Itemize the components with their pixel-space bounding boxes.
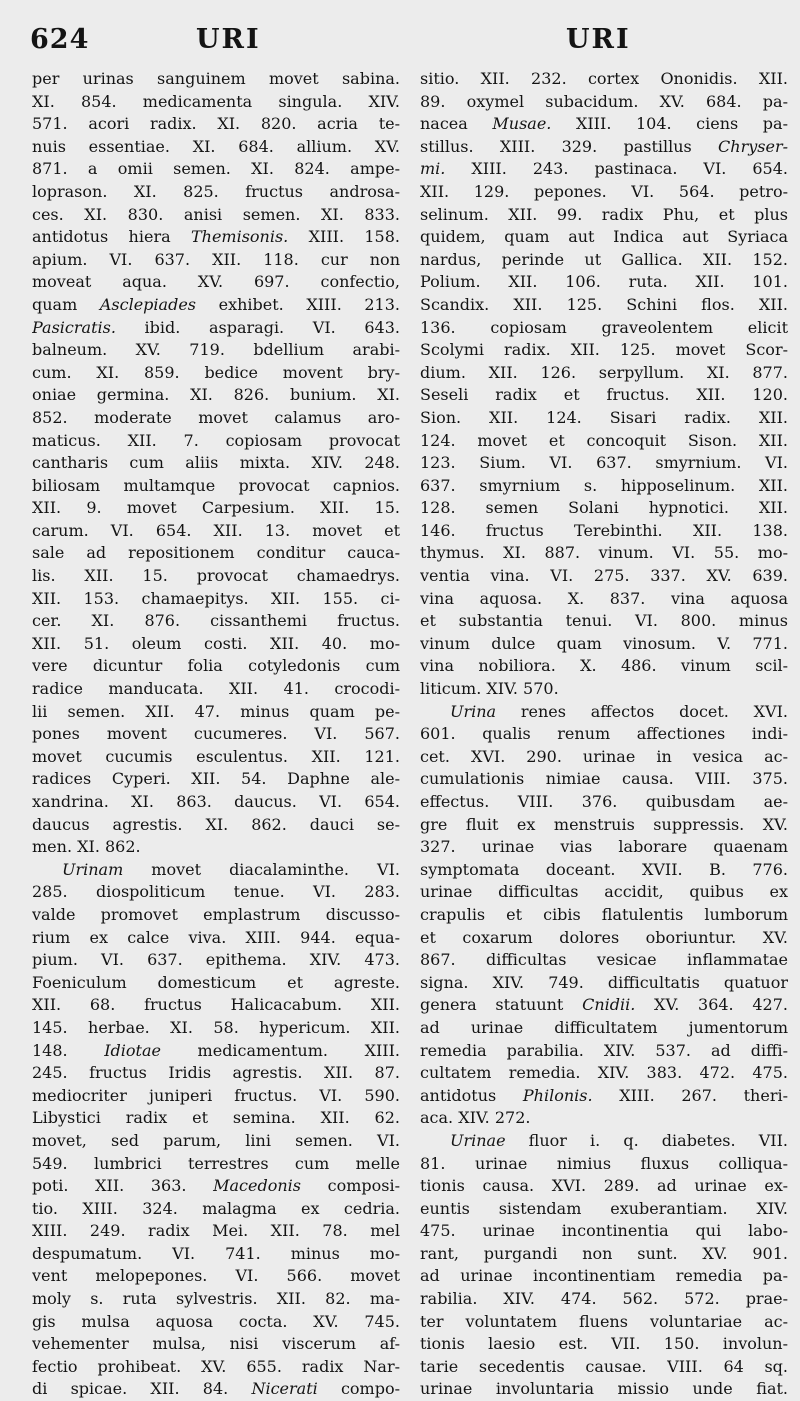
text-line [420,904,788,927]
line-text: Libystici radix et semina. XII. 62. [32,1108,400,1128]
line-text: XIII. 158. [288,227,400,247]
text-line [420,1356,788,1379]
line-text: 571. acori radix. XI. 820. acria te- [32,114,400,134]
text-line [32,1107,400,1130]
line-text: mediocriter juniperi fructus. VI. 590. [32,1085,400,1105]
line-text: 871. a omii semen. XI. 824. ampe- [32,159,400,179]
text-line [32,384,400,407]
line-text: pones movent cucumeres. VI. 567. [32,724,400,744]
italic-name: Pasicratis. [32,317,116,337]
line-text: effectus. VIII. 376. quibusdam ae- [420,792,788,811]
line-text: Scolymi radix. XII. 125. movet Scor- [420,340,788,360]
text-line [420,1153,788,1176]
line-text: ces. XI. 830. anisi semen. XI. 833. [32,204,400,224]
text-line [420,859,788,882]
line-text: 475. urinae incontinentia qui labo- [420,1221,788,1241]
line-text: movet, sed parum, lini semen. VI. [32,1130,400,1150]
line-text: euntis sistendam exuberantiam. XIV. [420,1198,788,1218]
line-text: compo- [317,1379,400,1399]
line-text: thymus. XI. 887. vinum. VI. 55. mo- [420,543,788,563]
line-text: XII. 51. oleum costi. XII. 40. mo- [32,633,400,653]
text-line [32,1017,400,1040]
line-text: vina aquosa. X. 837. vina aquosa [420,588,788,608]
text-line [32,1153,400,1176]
line-text: vina nobiliora. X. 486. vinum scil- [420,656,788,676]
text-line [420,814,788,837]
italic-name: Nicerati [251,1379,318,1399]
text-line [32,68,400,91]
line-text: cum. XI. 859. bedice movent bry- [32,362,400,382]
line-text: cantharis cum aliis mixta. XIV. 248. [32,453,400,473]
text-line [420,158,788,181]
text-line [32,1333,400,1356]
line-text: XIII. 104. ciens pa- [551,114,788,134]
line-text: vinum dulce quam vinosum. V. 771. [420,633,788,653]
text-line [420,1040,788,1063]
line-text: movet diacalaminthe. VI. [123,859,400,879]
text-line [420,1311,788,1334]
line-text: rium ex calce viva. XIII. 944. equa- [32,927,400,947]
line-text: XII. 9. movet Carpesium. XII. 15. [32,498,400,518]
text-line [420,542,788,565]
line-text: Seseli radix et fructus. XII. 120. [420,385,788,405]
text-line [32,452,400,475]
text-line [420,91,788,114]
line-text: Sion. XII. 124. Sisari radix. XII. [420,407,788,427]
line-text: nuis essentiae. XI. 684. allium. XV. [32,136,400,156]
line-text: medicamentum. XIII. [160,1040,400,1060]
italic-name: Urinae [450,1130,506,1150]
text-line [420,1198,788,1221]
line-text: 89. oxymel subacidum. XV. 684. pa- [420,91,788,111]
italic-name: Urinam [62,859,124,879]
right-column [420,68,788,1401]
line-text: 148. [32,1040,105,1060]
text-line [32,1130,400,1153]
text-line [420,588,788,611]
text-line [420,136,788,159]
text-line [420,1243,788,1266]
line-text: ibid. asparagi. VI. 643. [115,317,400,337]
line-text: 245. fructus Iridis agrestis. XII. 87. [32,1063,400,1083]
line-text: tio. XIII. 324. malagma ex cedria. [32,1198,400,1218]
line-text: 81. urinae nimius fluxus colliqua- [420,1153,788,1173]
text-line [32,859,400,882]
text-line [420,475,788,498]
text-line [420,1288,788,1311]
line-text: biliosam multamque provocat capnios. [32,475,400,495]
line-text: pium. VI. 637. epithema. XIV. 473. [32,950,400,970]
line-text: moly s. ruta sylvestris. XII. 82. ma- [32,1289,400,1309]
line-text: 136. copiosam graveolentem elicit [420,317,788,337]
text-line [32,1175,400,1198]
line-text: XII. 129. pepones. VI. 564. petro- [420,181,788,201]
text-line [420,68,788,91]
text-line [32,497,400,520]
text-line [32,339,400,362]
italic-name: Idiotae [104,1040,161,1060]
line-text: men. XI. 862. [32,837,141,857]
line-text: XI. 854. medicamenta singula. XIV. [32,91,400,111]
line-text: tionis causa. XVI. 289. ad urinae ex- [420,1176,788,1196]
left-column [32,68,400,1401]
line-text: selinum. XII. 99. radix Phu, et plus [420,204,788,224]
text-line [32,1062,400,1085]
line-text: balneum. XV. 719. bdellium arabi- [32,340,400,360]
text-line [420,836,788,859]
text-line [32,768,400,791]
line-text: fluor i. q. diabetes. VII. [505,1130,788,1150]
line-text: 285. diospoliticum tenue. VI. 283. [32,882,400,902]
line-text: symptomata doceant. XVII. B. 776. [420,859,788,879]
text-line [32,181,400,204]
text-line [420,881,788,904]
line-text: vere dicuntur folia cotyledonis cum [32,656,400,676]
text-line [420,520,788,543]
text-line [420,1062,788,1085]
text-line [32,1265,400,1288]
text-line [420,633,788,656]
line-text: moveat aqua. XV. 697. confectio, [32,272,400,292]
line-text: ventia vina. VI. 275. 337. XV. 639. [420,566,788,586]
line-text: poti. XII. 363. [32,1176,214,1196]
line-text: XII. 68. fructus Halicacabum. XII. [32,995,400,1015]
line-text: sale ad repositionem conditur cauca- [32,543,400,563]
text-line [420,746,788,769]
line-text: XV. 364. 427. [635,995,788,1015]
line-text: tarie secedentis causae. VIII. 64 sq. [420,1356,788,1376]
italic-name: Cnidii. [582,995,636,1015]
text-line [420,701,788,724]
line-text: ad urinae incontinentiam remedia pa- [420,1266,788,1286]
text-line [420,1333,788,1356]
text-line [32,610,400,633]
line-text: liticum. XIV. 570. [420,679,559,699]
line-text: dium. XII. 126. serpyllum. XI. 877. [420,362,788,382]
italic-name: Musae. [492,114,552,134]
line-text: urinae involuntaria missio unde fiat. [420,1379,788,1399]
line-text: 549. lumbrici terrestres cum melle [32,1153,400,1173]
text-line [32,407,400,430]
line-text: ter voluntatem fluens voluntariae ac- [420,1311,788,1331]
line-text: cer. XI. 876. cissanthemi fructus. [32,611,400,631]
text-line [420,452,788,475]
text-line [32,136,400,159]
text-line [32,814,400,837]
line-text: renes affectos docet. XVI. [496,701,788,721]
line-text: xandrina. XI. 863. daucus. VI. 654. [32,792,400,811]
text-line [420,384,788,407]
text-line [32,972,400,995]
text-line [32,1356,400,1379]
text-line [420,994,788,1017]
text-line [32,362,400,385]
text-line [32,1040,400,1063]
text-line [32,430,400,453]
line-text: vehementer mulsa, nisi viscerum af- [32,1334,400,1354]
text-line [420,1130,788,1153]
text-line [32,294,400,317]
italic-name: Asclepiades [99,294,196,314]
text-line [32,949,400,972]
line-text: 852. moderate movet calamus aro- [32,407,400,427]
text-line [32,791,400,814]
line-text: vent melopepones. VI. 566. movet [32,1266,400,1286]
text-line [420,972,788,995]
text-line [32,158,400,181]
text-line [420,723,788,746]
line-text: Foeniculum domesticum et agreste. [32,972,400,992]
text-line [420,565,788,588]
text-line [32,927,400,950]
line-text: ad urinae difficultatem jumentorum [420,1017,788,1037]
text-line [32,746,400,769]
line-text: gre fluit ex menstruis suppressis. XV. [420,814,788,834]
line-text: antidotus hiera [32,227,191,247]
line-text: XIII. 243. pastinaca. VI. 654. [445,159,788,179]
text-line [420,1107,788,1130]
text-line [420,113,788,136]
line-text: 867. difficultas vesicae inflammatae [420,950,788,970]
text-line [420,1175,788,1198]
text-line [420,226,788,249]
line-text: lii semen. XII. 47. minus quam pe- [32,701,400,721]
line-text: 601. qualis renum affectiones indi- [420,724,788,744]
text-line [420,204,788,227]
text-line [420,430,788,453]
text-line [32,271,400,294]
line-text: quam [32,294,100,314]
text-line [32,588,400,611]
line-text: XIII. 249. radix Mei. XII. 78. mel [32,1221,400,1241]
line-text: rant, purgandi non sunt. XV. 901. [420,1243,788,1263]
text-line [420,362,788,385]
line-text: gis mulsa aquosa cocta. XV. 745. [32,1311,400,1331]
text-line [32,1378,400,1401]
line-text: carum. VI. 654. XII. 13. movet et [32,520,400,540]
text-line [32,701,400,724]
text-line [32,655,400,678]
line-text: apium. VI. 637. XII. 118. cur non [32,249,400,269]
text-line [420,927,788,950]
text-line [420,249,788,272]
line-text: 327. urinae vias laborare quaenam [420,837,788,857]
line-text: crapulis et cibis flatulentis lumborum [420,904,788,924]
line-text: valde promovet emplastrum discusso- [32,904,400,924]
text-line [420,610,788,633]
line-text: oniae germina. XI. 826. bunium. XI. [32,385,400,405]
text-line [32,881,400,904]
running-head-right: URI [566,24,631,55]
italic-name: Urina [450,701,497,721]
line-text: di spicae. XII. 84. [32,1379,252,1399]
line-text: aca. XIV. 272. [420,1108,531,1128]
line-text: et coxarum dolores oboriuntur. XV. [420,927,788,947]
text-line [32,113,400,136]
line-text: 146. fructus Terebinthi. XII. 138. [420,520,788,540]
italic-name: Macedonis [213,1176,301,1196]
line-text: loprason. XI. 825. fructus androsa- [32,181,400,201]
text-line [32,1198,400,1221]
line-text: 123. Sium. VI. 637. smyrnium. VI. [420,453,788,473]
line-text: 124. movet et concoquit Sison. XII. [420,430,788,450]
line-text: despumatum. VI. 741. minus mo- [32,1243,400,1263]
line-text: quidem, quam aut Indica aut Syriaca [420,227,788,247]
line-text: composi- [300,1176,400,1196]
text-line [420,768,788,791]
text-line [420,181,788,204]
line-text: tionis laesio est. VII. 150. involun- [420,1334,788,1354]
line-text: daucus agrestis. XI. 862. dauci se- [32,814,400,834]
line-text: maticus. XII. 7. copiosam provocat [32,430,400,450]
line-text: et substantia tenui. VI. 800. minus [420,611,788,631]
text-line [420,791,788,814]
page-number: 624 [30,24,90,55]
text-line [32,226,400,249]
text-line [420,294,788,317]
text-line [420,1017,788,1040]
text-line [32,994,400,1017]
line-text: cet. XVI. 290. urinae in vesica ac- [420,746,788,766]
text-line [32,475,400,498]
line-text: per urinas sanguinem movet sabina. [32,69,400,88]
text-line [32,565,400,588]
line-text: stillus. XIII. 329. pastillus [420,136,719,156]
text-line [32,542,400,565]
line-text: radices Cyperi. XII. 54. Daphne ale- [32,769,400,789]
line-text: XII. 153. chamaepitys. XII. 155. ci- [32,588,400,608]
line-text: Polium. XII. 106. ruta. XII. 101. [420,272,788,292]
line-text: nacea [420,114,493,134]
text-line [32,1288,400,1311]
text-line [32,317,400,340]
text-line [32,633,400,656]
line-text: sitio. XII. 232. cortex Ononidis. XII. [420,69,788,88]
italic-name: Themisonis. [190,227,289,247]
text-line [420,271,788,294]
text-line [420,317,788,340]
italic-name: Chryser- [718,136,788,156]
italic-name: Philonis. [522,1085,593,1105]
text-line [420,1378,788,1401]
text-line [32,204,400,227]
line-text: 145. herbae. XI. 58. hypericum. XII. [32,1017,400,1037]
line-text: XIII. 267. theri- [592,1085,788,1105]
text-line [420,1265,788,1288]
line-text: cultatem remedia. XIV. 383. 472. 475. [420,1063,788,1083]
text-line [32,249,400,272]
line-text: exhibet. XIII. 213. [196,294,400,314]
text-line [32,1311,400,1334]
line-text: cumulationis nimiae causa. VIII. 375. [420,769,788,789]
text-line [32,904,400,927]
line-text: movet cucumis esculentus. XII. 121. [32,746,400,766]
line-text: 128. semen Solani hypnotici. XII. [420,498,788,518]
line-text: fectio prohibeat. XV. 655. radix Nar- [32,1356,400,1376]
line-text: Scandix. XII. 125. Schini flos. XII. [420,294,788,314]
line-text: 637. smyrnium s. hipposelinum. XII. [420,475,788,495]
line-text: nardus, perinde ut Gallica. XII. 152. [420,249,788,269]
page-header [0,14,800,58]
text-line [420,407,788,430]
text-line [420,678,788,701]
line-text: genera statuunt [420,995,583,1015]
text-line [420,497,788,520]
text-line [32,1220,400,1243]
italic-name: mi. [420,159,446,179]
line-text: rabilia. XIV. 474. 562. 572. prae- [420,1289,788,1309]
text-line [420,1220,788,1243]
line-text: urinae difficultas accidit, quibus ex [420,882,788,902]
line-text: antidotus [420,1085,523,1105]
line-text: lis. XII. 15. provocat chamaedrys. [32,566,400,586]
line-text: signa. XIV. 749. difficultatis quatuor [420,972,788,992]
running-head-left: URI [196,24,261,55]
text-line [32,520,400,543]
text-line [32,1243,400,1266]
text-line [32,678,400,701]
text-line [420,1085,788,1108]
text-line [420,339,788,362]
line-text: remedia parabilia. XIV. 537. ad diffi- [420,1040,788,1060]
text-line [32,1085,400,1108]
text-line [32,723,400,746]
text-line [420,949,788,972]
text-line [32,91,400,114]
text-line [420,655,788,678]
line-text: radice manducata. XII. 41. crocodi- [32,679,400,699]
text-line [32,836,400,859]
